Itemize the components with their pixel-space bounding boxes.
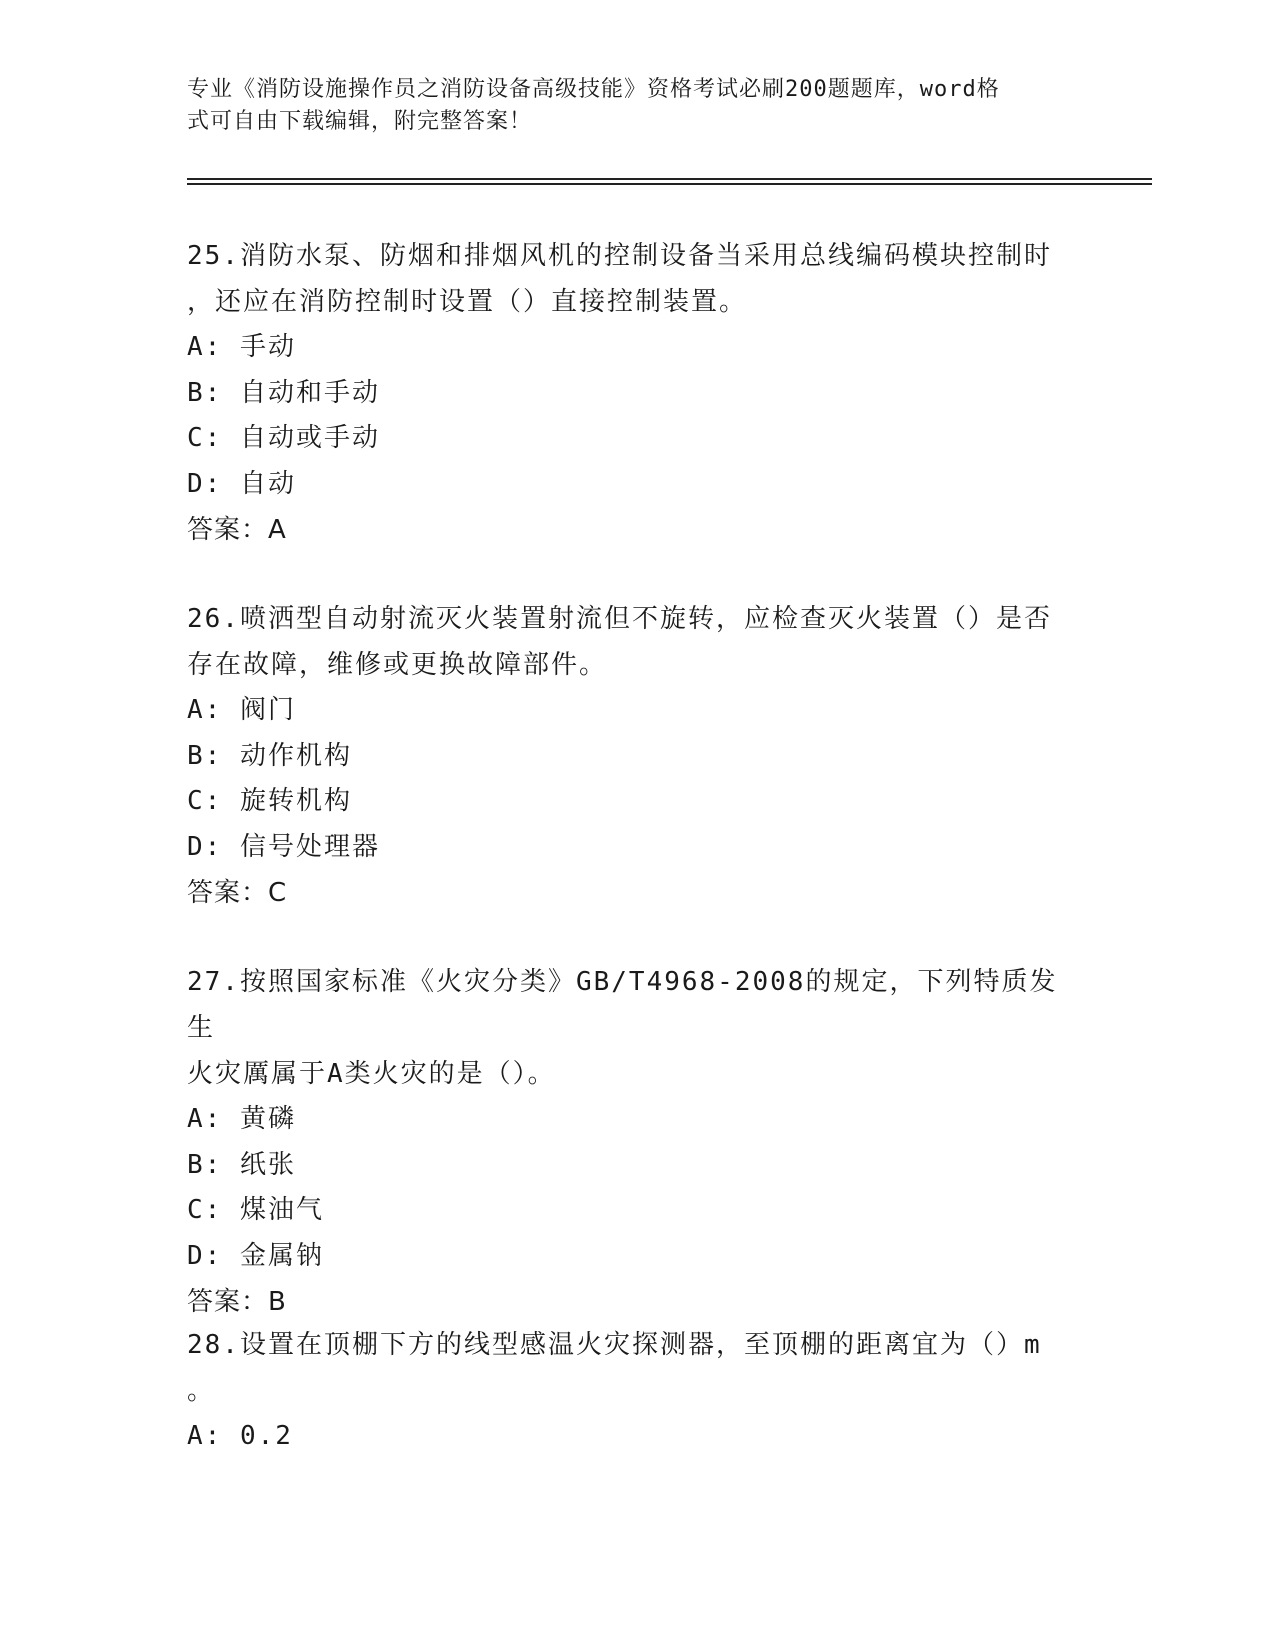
question-stem-line-1: 28.设置在顶棚下方的线型感温火灾探测器，至顶棚的距离宜为（）m (187, 1330, 1042, 1360)
option-a: A: 黄磷 (187, 1104, 296, 1134)
question-27 (187, 959, 1077, 1325)
option-d: D: 自动 (187, 468, 296, 499)
option-d: D: 信号处理器 (187, 831, 380, 862)
answer: 答案：B (187, 1287, 287, 1317)
question-stem-line-2: ，还应在消防控制时设置（）直接控制装置。 (187, 287, 748, 317)
answer: 答案：A (187, 515, 287, 545)
question-stem-line-2: 火灾厲属于A类火灾的是（）。 (187, 1059, 556, 1089)
question-stem-line-2: 。 (187, 1376, 216, 1406)
question-26 (187, 596, 1077, 916)
option-c: C: 旋转机构 (187, 786, 352, 816)
header-line-1: 专业《消防设施操作员之消防设备高级技能》资格考试必刷200题题库，word格 (187, 77, 1000, 102)
option-b: B: 动作机构 (187, 740, 352, 771)
option-b: B: 纸张 (187, 1149, 296, 1180)
question-stem-line-1: 27.按照国家标准《火灾分类》GB/T4968-2008的规定，下列特质发生 (187, 967, 1058, 1043)
option-a: A: 0.2 (187, 1421, 293, 1451)
option-b: B: 自动和手动 (187, 377, 380, 408)
question-stem-line-2: 存在故障，维修或更换故障部件。 (187, 650, 608, 680)
question-25 (187, 233, 1077, 553)
header-divider-bottom (187, 183, 1152, 185)
question-28 (187, 1322, 1077, 1460)
header-divider-top (187, 178, 1152, 180)
document-header (187, 74, 1067, 138)
option-a: A: 手动 (187, 332, 296, 362)
option-c: C: 煤油气 (187, 1195, 324, 1225)
option-d: D: 金属钠 (187, 1240, 324, 1271)
question-stem-line-1: 26.喷洒型自动射流灭火装置射流但不旋转，应检查灭火装置（）是否 (187, 604, 1052, 634)
question-stem-line-1: 25.消防水泵、防烟和排烟风机的控制设备当采用总线编码模块控制时 (187, 241, 1052, 271)
header-line-2: 式可自由下载编辑，附完整答案！ (187, 109, 533, 134)
option-a: A: 阀门 (187, 695, 296, 725)
option-c: C: 自动或手动 (187, 423, 380, 453)
answer: 答案：C (187, 878, 288, 908)
